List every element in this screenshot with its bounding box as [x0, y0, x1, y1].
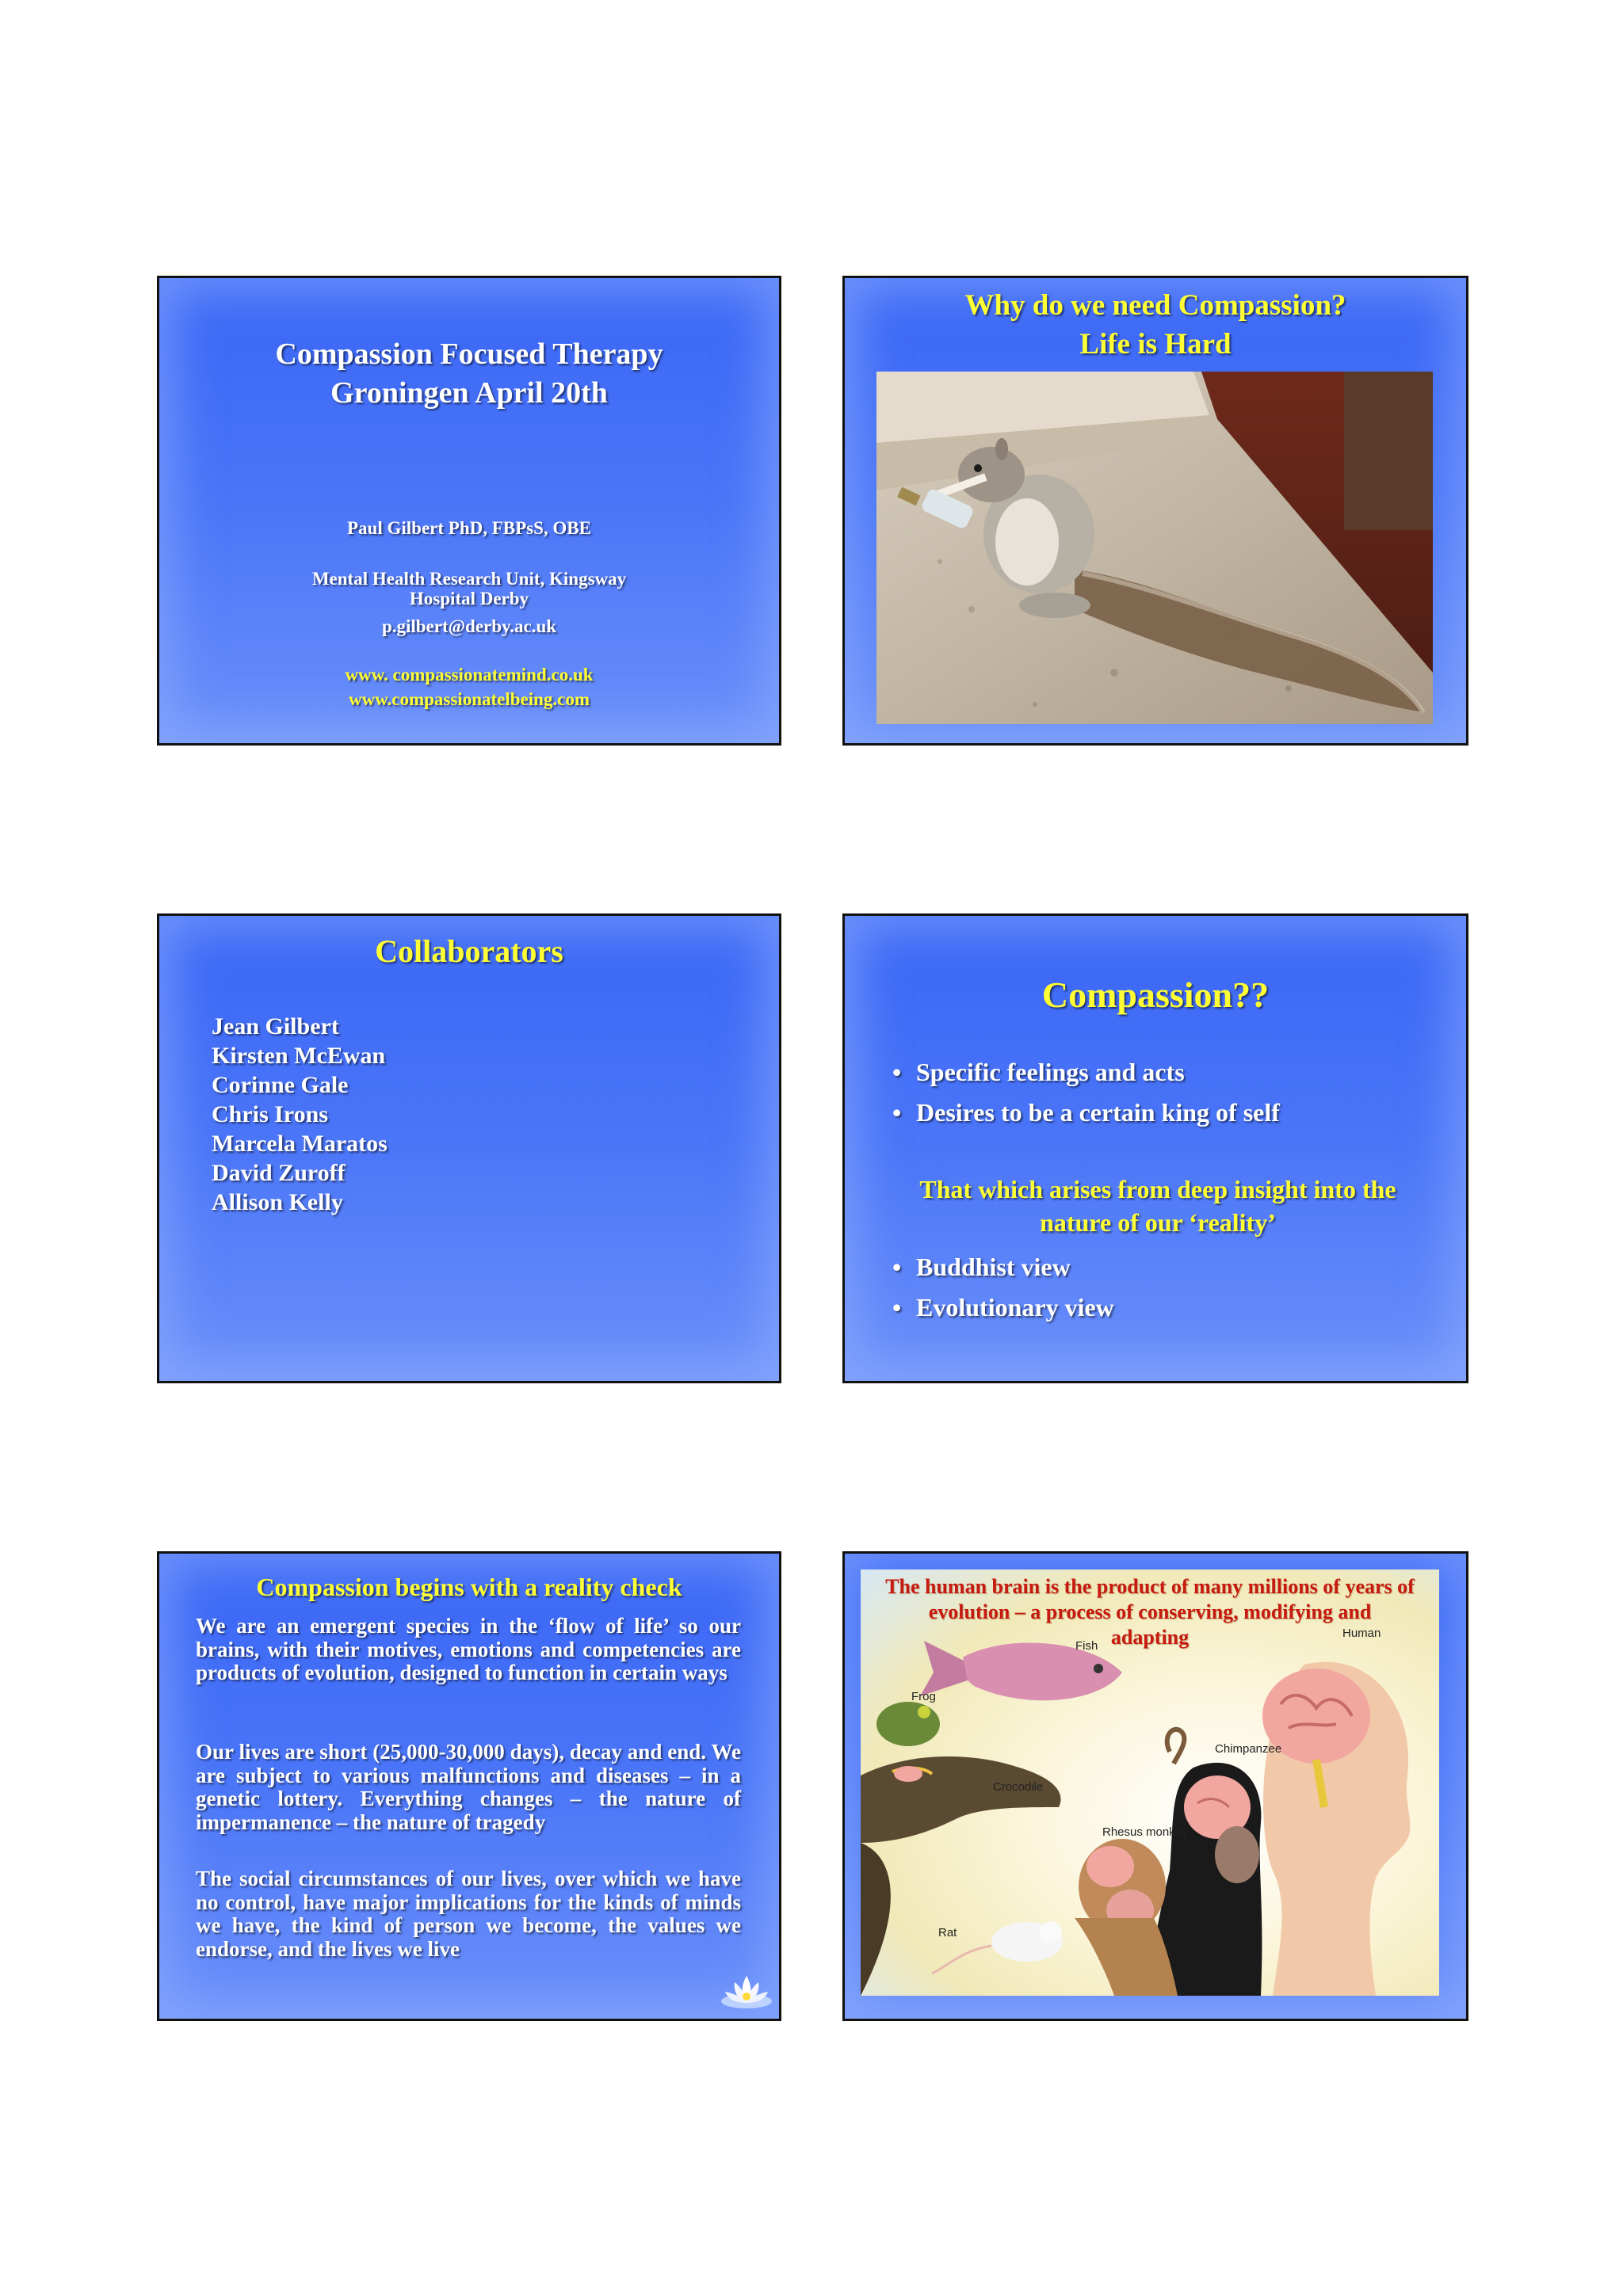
label-frog: Frog: [911, 1690, 936, 1703]
bullet-item: • Specific feelings and acts: [892, 1052, 1280, 1093]
affiliation-line-1: Mental Health Research Unit, Kingsway: [311, 569, 627, 589]
label-chimpanzee: Chimpanzee: [1215, 1742, 1282, 1756]
affiliation-line-2: Hospital Derby: [409, 589, 529, 608]
slide-life-is-hard: [842, 276, 1468, 746]
slide2-title: [845, 286, 1466, 364]
label-rhesus-monkey: Rhesus monkey: [1102, 1825, 1188, 1839]
author: Paul Gilbert PhD, FBPsS, OBE: [347, 518, 591, 538]
slide-compassion: [842, 913, 1468, 1383]
title-line-2: Life is Hard: [1079, 328, 1232, 360]
label-human: Human: [1342, 1627, 1381, 1640]
slide-title: [157, 276, 781, 746]
bullets-bottom: [892, 1247, 1114, 1328]
insight-text: [892, 1173, 1423, 1239]
bullet-item: • Desires to be a certain king of self: [892, 1093, 1280, 1133]
email: p.gilbert@derby.ac.uk: [381, 616, 557, 636]
collaborator-name: David Zuroff: [212, 1160, 346, 1186]
paragraph-1: We are an emergent species in the ‘flow of life’ so our brains, with their motives, emotions and competencies are products of evolution, designed to function in certain ways: [196, 1614, 741, 1684]
bullet-item: • Buddhist view: [892, 1247, 1114, 1287]
title-line-1: Compassion Focused Therapy: [275, 338, 663, 371]
slide-reality-check: [157, 1551, 781, 2021]
collaborator-name: Jean Gilbert: [212, 1013, 339, 1039]
lotus-flower-icon: [719, 1970, 774, 2014]
label-fish: Fish: [1075, 1639, 1098, 1653]
label-rat: Rat: [938, 1926, 957, 1939]
slide5-title: Compassion begins with a reality check: [256, 1573, 682, 1601]
affiliation: [159, 568, 779, 609]
title-line-3: adapting: [1110, 1626, 1190, 1649]
label-crocodile: Crocodile: [993, 1780, 1044, 1794]
slide3-title: Collaborators: [375, 933, 563, 969]
paragraph-3: The social circumstances of our lives, over which we have no control, have major implications for the kinds of minds we have, the kind of person we become, the values we endorse, and the lives we live: [196, 1867, 741, 1961]
squirrel-photo-graphic: [876, 372, 1433, 724]
squirrel-photo: [876, 372, 1433, 724]
bullets-top: [892, 1052, 1280, 1133]
slide-collaborators: [157, 913, 781, 1383]
insight-line-1: That which arises from deep insight into the: [919, 1175, 1396, 1203]
collaborator-name: Marcela Maratos: [212, 1131, 388, 1157]
title-line-1: The human brain is the product of many millions of years of: [885, 1575, 1415, 1598]
slide1-title: [159, 335, 779, 413]
insight-line-2: nature of our ‘reality’: [1040, 1208, 1276, 1237]
paragraph-2: Our lives are short (25,000-30,000 days), decay and end. We are subject to various malfunctions and diseases – in a genetic lottery. Everything changes – the nature of impermanence – the nature of tragedy: [196, 1740, 741, 1834]
slide4-title: Compassion??: [1041, 974, 1270, 1015]
website-2: www.compassionatelbeing.com: [348, 689, 590, 709]
evolution-figure: [861, 1569, 1439, 1996]
collaborator-name: Kirsten McEwan: [212, 1043, 386, 1069]
collaborator-name: Chris Irons: [212, 1101, 328, 1127]
website-1: www. compassionatemind.co.uk: [345, 665, 594, 685]
title-line-2: Groningen April 20th: [330, 376, 608, 410]
collaborator-name: Allison Kelly: [212, 1189, 343, 1215]
slide-brain-evolution: [842, 1551, 1468, 2021]
bullet-item: • Evolutionary view: [892, 1287, 1114, 1328]
title-line-1: Why do we need Compassion?: [964, 289, 1346, 322]
title-line-2: evolution – a process of conserving, modifying and: [928, 1600, 1372, 1623]
collaborators-list: [212, 1012, 388, 1217]
collaborator-name: Corinne Gale: [212, 1072, 349, 1098]
